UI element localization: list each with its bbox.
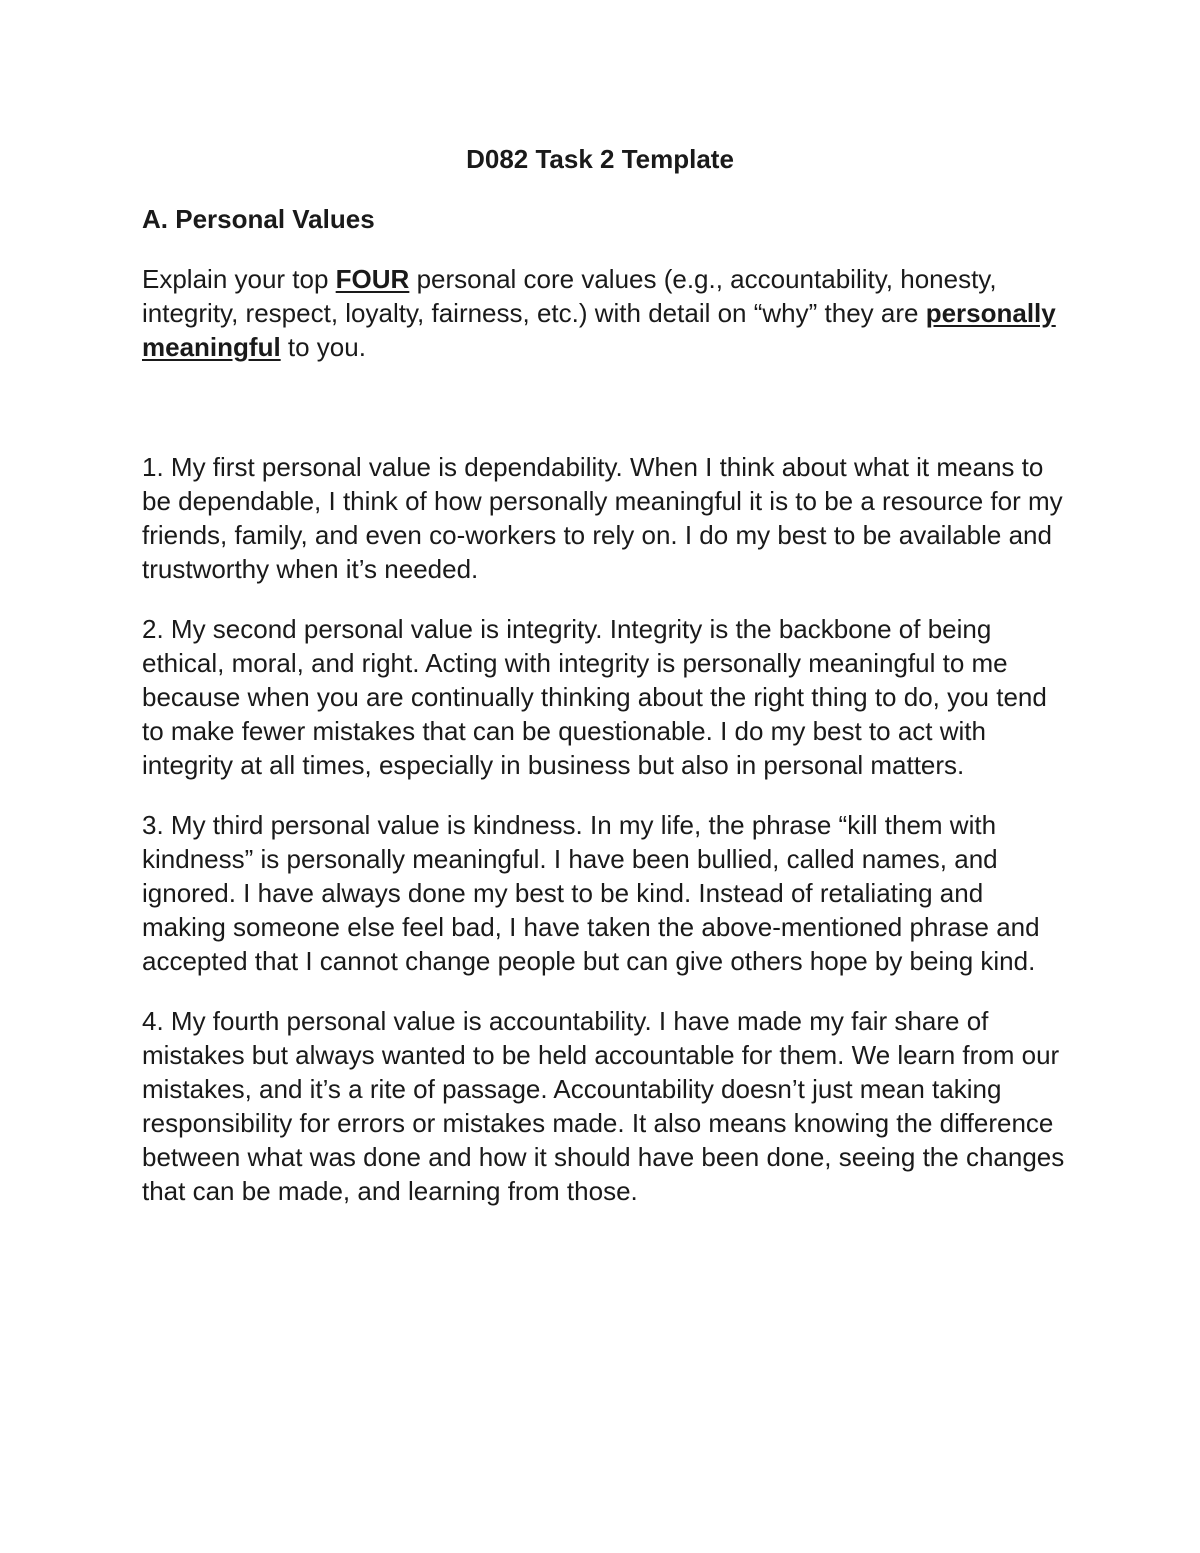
answer-value-1: 1. My first personal value is dependability. When I think about what it means to be dependable, I think of how personally meaningful it is to be a resource for my friends, family, and even co-workers to rely on. I do my best to be available and trustworthy when it’s needed. <box>142 452 1063 584</box>
document-body <box>142 202 1072 1234</box>
answer-value-2: 2. My second personal value is integrity. Integrity is the backbone of being ethical, moral, and right. Acting with integrity is personally meaningful to me because when you are continually thinking about the right thing to do, you tend to make fewer mistakes that can be questionable. I do my best to act with integrity at all times, especially in business but also in personal matters. <box>142 614 1047 780</box>
prompt-text-3: to you. <box>280 332 366 362</box>
task-prompt <box>142 262 1072 364</box>
prompt-text-1: Explain your top <box>142 264 336 294</box>
document-title: D082 Task 2 Template <box>466 144 734 174</box>
prompt-emphasis-four: FOUR <box>335 264 410 294</box>
prompt-text-2: personal core values (e.g., accountability, honesty, integrity, respect, loyalty, fairness, etc.) with detail on “why” they are <box>142 264 997 328</box>
answer-value-3: 3. My third personal value is kindness. In my life, the phrase “kill them with kindness” is personally meaningful. I have been bullied, called names, and ignored. I have always done my best to be kind. Instead of retaliating and making someone else feel bad, I have taken the above-mentioned phrase and accepted that I cannot change people but can give others hope by being kind. <box>142 810 1040 976</box>
answers-list <box>142 450 1072 1208</box>
prompt-emphasis-meaningful: personally meaningful <box>142 298 1056 362</box>
section-heading: A. Personal Values <box>142 204 375 234</box>
answer-value-4: 4. My fourth personal value is accountability. I have made my fair share of mistakes but always wanted to be held accountable for them. We learn from our mistakes, and it’s a rite of passage. Accountability doesn’t just mean taking responsibility for errors or mistakes made. It also means knowing the difference between what was done and how it should have been done, seeing the changes that can be made, and learning from those. <box>142 1006 1065 1206</box>
